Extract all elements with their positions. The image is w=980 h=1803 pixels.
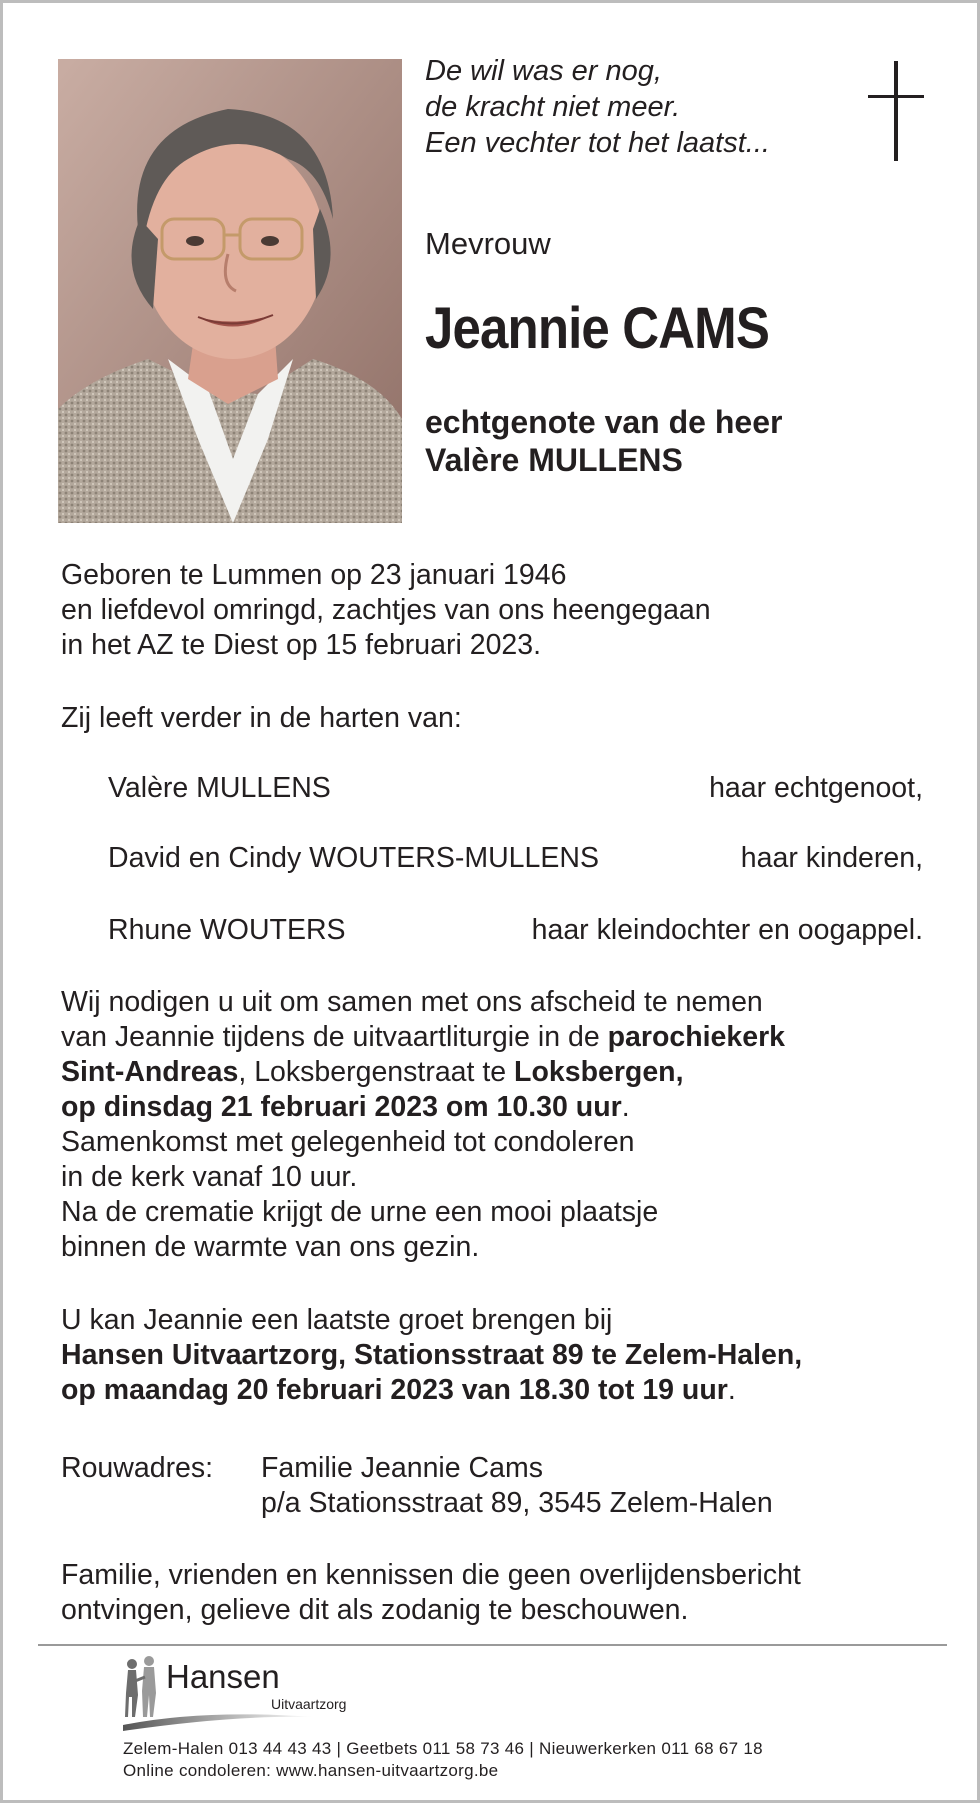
funeral-invitation bbox=[61, 985, 785, 1265]
survivors-intro: Zij leeft verder in de harten van: bbox=[61, 702, 462, 734]
portrait-photo bbox=[58, 59, 402, 523]
address-line: p/a Stationsstraat 89, 3545 Zelem-Halen bbox=[261, 1487, 773, 1519]
survivor-relation: haar echtgenoot, bbox=[709, 772, 923, 804]
birth-death-info bbox=[61, 558, 711, 663]
spouse-line: echtgenote van de heer bbox=[425, 404, 783, 440]
text-line: Familie, vrienden en kennissen die geen overlijdensbericht bbox=[61, 1559, 801, 1591]
survivor-name: Rhune WOUTERS bbox=[108, 914, 346, 946]
motto-line: De wil was er nog, bbox=[425, 55, 662, 87]
spouse-line: Valère MULLENS bbox=[425, 442, 683, 478]
visitation-info bbox=[61, 1303, 802, 1408]
motto-line: de kracht niet meer. bbox=[425, 91, 681, 123]
text-line: binnen de warmte van ons gezin. bbox=[61, 1231, 480, 1263]
church-name: parochiekerk bbox=[607, 1021, 786, 1053]
text-line: Samenkomst met gelegenheid tot condoleren bbox=[61, 1126, 635, 1158]
text-line: van Jeannie tijdens de uitvaartliturgie in de parochiekerk bbox=[61, 1021, 786, 1053]
text-line: op dinsdag 21 februari 2023 om 10.30 uur. bbox=[61, 1091, 630, 1123]
funeral-datetime: op dinsdag 21 februari 2023 om 10.30 uur bbox=[61, 1091, 622, 1123]
survivor-relation: haar kinderen, bbox=[740, 842, 923, 874]
address-line: Familie Jeannie Cams bbox=[261, 1452, 543, 1484]
text-line bbox=[61, 1338, 802, 1373]
closing-note bbox=[61, 1558, 801, 1628]
text-line: in de kerk vanaf 10 uur. bbox=[61, 1161, 358, 1193]
survivor-relation: haar kleindochter en oogappel. bbox=[531, 914, 923, 946]
motto bbox=[425, 53, 770, 161]
visitation-location: Hansen Uitvaartzorg, Stationsstraat 89 te Zelem-Halen, bbox=[61, 1339, 803, 1371]
text-line: Geboren te Lummen op 23 januari 1946 bbox=[61, 559, 567, 591]
deceased-name: Jeannie CAMS bbox=[425, 296, 769, 361]
text-line: in het AZ te Diest op 15 februari 2023. bbox=[61, 629, 542, 661]
address-label: Rouwadres: bbox=[61, 1452, 214, 1484]
visitation-datetime: op maandag 20 februari 2023 van 18.30 tot 19 uur bbox=[61, 1374, 728, 1406]
church-name: Sint-Andreas bbox=[61, 1056, 239, 1088]
survivor-row bbox=[108, 841, 923, 876]
cross-icon bbox=[868, 61, 924, 161]
church-town: Loksbergen, bbox=[514, 1056, 684, 1088]
divider bbox=[38, 1644, 947, 1646]
contact-numbers: Zelem-Halen 013 44 43 43 | Geetbets 011 58 73 46 | Nieuwerkerken 011 68 67 18 bbox=[123, 1739, 763, 1758]
honorific: Mevrouw bbox=[425, 226, 551, 261]
text-line: op maandag 20 februari 2023 van 18.30 tot 19 uur. bbox=[61, 1374, 736, 1406]
survivor-name: David en Cindy WOUTERS-MULLENS bbox=[108, 842, 599, 874]
brand-subtitle: Uitvaartzorg bbox=[271, 1696, 347, 1712]
text-line: Na de crematie krijgt de urne een mooi plaatsje bbox=[61, 1196, 659, 1228]
brand-name: Hansen bbox=[166, 1658, 280, 1695]
text-line: U kan Jeannie een laatste groet brengen bij bbox=[61, 1304, 613, 1336]
survivor-row bbox=[108, 771, 923, 806]
text-line: Wij nodigen u uit om samen met ons afscheid te nemen bbox=[61, 986, 763, 1018]
text-line: ontvingen, gelieve dit als zodanig te beschouwen. bbox=[61, 1594, 689, 1626]
motto-line: Een vechter tot het laatst... bbox=[425, 127, 770, 159]
text-line: Sint-Andreas, Loksbergenstraat te Loksbergen, bbox=[61, 1056, 684, 1088]
text-line: en liefdevol omringd, zachtjes van ons heengegaan bbox=[61, 594, 711, 626]
spouse-info bbox=[425, 403, 782, 479]
survivor-name: Valère MULLENS bbox=[108, 772, 331, 804]
online-condolence: Online condoleren: www.hansen-uitvaartzorg.be bbox=[123, 1761, 499, 1780]
survivor-row bbox=[108, 913, 923, 948]
